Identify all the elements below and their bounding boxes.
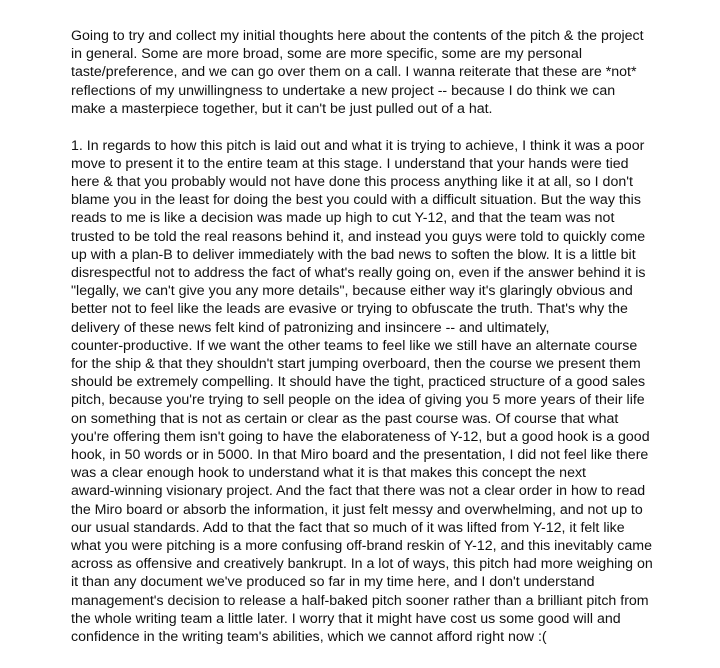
text-line: move to present it to the entire team at this stage. I understand that your hands were tied bbox=[71, 155, 629, 172]
text-line: better not to feel like the leads are evasive or trying to obfuscate the truth. That's why the bbox=[71, 301, 628, 318]
text-line: make a masterpiece together, but it can't be just pulled out of a hat. bbox=[71, 100, 493, 117]
intro-paragraph bbox=[71, 27, 711, 118]
text-line: for the ship & that they shouldn't start jumping overboard, then the course we present them bbox=[71, 356, 641, 373]
text-line: in general. Some are more broad, some are more specific, some are my personal bbox=[71, 46, 582, 63]
text-line: on something that is not as certain or clear as the past course was. Of course that what bbox=[71, 410, 619, 427]
text-line: counter-productive. If we want the other teams to feel like we still have an alternate course bbox=[71, 337, 638, 354]
point-1-paragraph bbox=[71, 137, 711, 647]
text-line: was a clear enough hook to understand what it is that makes this concept the next bbox=[71, 465, 586, 482]
text-line: you're offering them isn't going to have the elaborateness of Y-12, but a good hook is a good bbox=[71, 428, 650, 445]
text-line: up with a plan-B to deliver immediately with the bad news to soften the blow. It is a little bit bbox=[71, 246, 636, 263]
text-line: confidence in the writing team's abilities, which we cannot afford right now :( bbox=[71, 629, 547, 646]
text-line: reads to me is like a decision was made up high to cut Y-12, and that the team was not bbox=[71, 210, 615, 227]
text-line: Going to try and collect my initial thoughts here about the contents of the pitch & the project bbox=[71, 28, 644, 44]
text-line: reflections of my unwillingness to undertake a new project -- because I do think we can bbox=[71, 82, 616, 99]
text-line: taste/preference, and we can go over them on a call. I wanna reiterate that these are *not* bbox=[71, 64, 637, 81]
text-line: "legally, we can't give you any more details", because either way it's glaringly obvious and bbox=[71, 283, 633, 300]
text-line: should be extremely compelling. It should have the tight, practiced structure of a good sales bbox=[71, 374, 646, 391]
text-line: across as offensive and creatively bankrupt. In a lot of ways, this pitch had more weighing on bbox=[71, 556, 653, 573]
text-line: our usual standards. Add to that the fact that so much of it was lifted from Y-12, it felt like bbox=[71, 519, 625, 536]
text-line: here & that you probably would not have done this process anything like it at all, so I don't bbox=[71, 174, 633, 191]
text-line: disrespectful not to address the fact of what's really going on, even if the answer behind it is bbox=[71, 265, 646, 282]
text-line: management's decision to release a half-baked pitch sooner rather than a brilliant pitch from bbox=[71, 592, 649, 609]
text-line: the whole writing team a little later. I worry that it might have cost us some good will and bbox=[71, 610, 621, 627]
document-body bbox=[71, 27, 711, 646]
text-line: blame you in the least for doing the best you could with a difficult situation. But the way this bbox=[71, 192, 641, 209]
text-line: it than any document we've produced so far in my time here, and I don't understand bbox=[71, 574, 595, 591]
text-line: 1. In regards to how this pitch is laid out and what it is trying to achieve, I think it was a poor bbox=[71, 137, 645, 154]
text-line: delivery of these news felt kind of patronizing and insincere -- and ultimately, bbox=[71, 319, 550, 336]
text-line: pitch, because you're trying to sell people on the idea of giving you 5 more years of their life bbox=[71, 392, 645, 409]
text-line: what you were pitching is a more confusing off-brand reskin of Y-12, and this inevitably came bbox=[71, 538, 652, 555]
text-line: trusted to be told the real reasons behind it, and instead you guys were told to quickly come bbox=[71, 228, 646, 245]
paragraph-spacer bbox=[71, 118, 711, 137]
text-line: award-winning visionary project. And the fact that there was not a clear order in how to read bbox=[71, 483, 646, 500]
text-line: the Miro board or absorb the information, it just felt messy and overwhelming, and not up to bbox=[71, 501, 643, 518]
text-line: hook, in 50 words or in 5000. In that Miro board and the presentation, I did not feel like there bbox=[71, 447, 649, 464]
